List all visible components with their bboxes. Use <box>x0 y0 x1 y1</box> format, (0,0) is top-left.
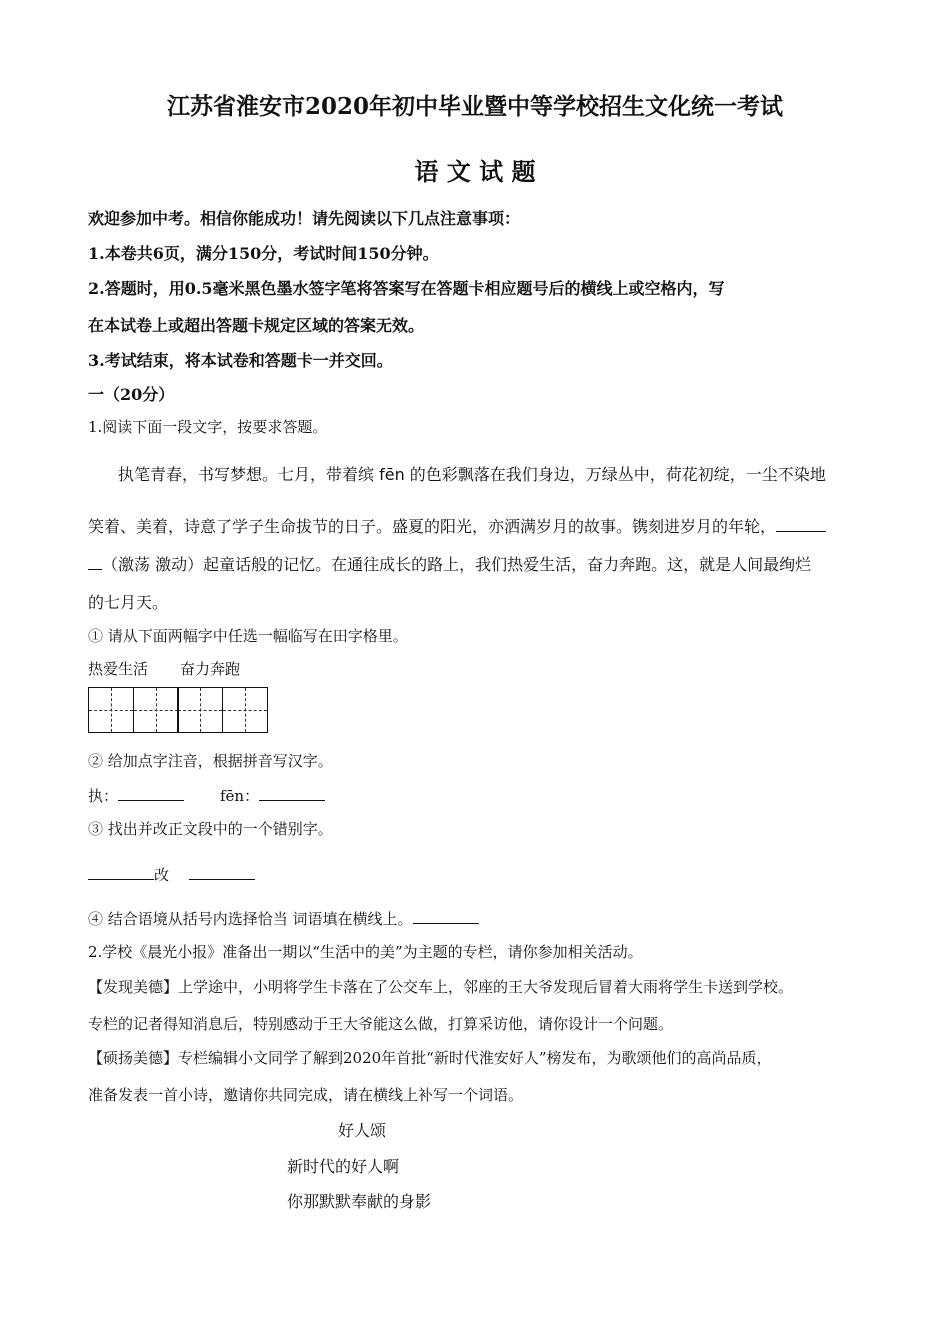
passage-blank-b[interactable] <box>88 555 102 570</box>
q1-sub3-answer <box>88 864 255 885</box>
notice-item-3: 3.考试结束，将本试卷和答题卡一并交回。 <box>88 351 393 370</box>
passage-line-3 <box>88 552 811 575</box>
q1-prompt: 1.阅读下面一段文字，按要求答题。 <box>88 418 328 436</box>
q1-sub1-words-a: 热爱生活 <box>88 660 149 678</box>
poem-title: 好人颂 <box>338 1121 387 1140</box>
notice-item-2-line-1: 2.答题时，用0.5毫米黑色墨水签字笔将答案写在答题卡相应题号后的横线上或空格内，写 <box>88 279 725 298</box>
passage-line-2-text: 笑着、美着，诗意了学子生命拔节的日子。盛夏的阳光，亦洒满岁月的故事。镌刻进岁月的年轮， <box>88 517 777 536</box>
q1-sub2-b-label: fēn： <box>220 787 260 805</box>
q1-sub2-b <box>220 785 325 806</box>
q2-discover-line-1: 【发现美德】上学途中，小明将学生卡落在了公交车上，邻座的王大爷发现后冒着大雨将学生卡送到学校。 <box>88 978 794 996</box>
q1-sub3: ③ 找出并改正文段中的一个错别字。 <box>88 820 333 838</box>
section-heading: 一（20分） <box>88 385 175 404</box>
q1-sub3-change-label: 改 <box>154 866 170 884</box>
q2-praise-line-2: 准备发表一首小诗，邀请你共同完成，请在横线上补写一个词语。 <box>88 1086 524 1104</box>
tianzige-cell[interactable] <box>133 687 179 733</box>
poem-line-1: 新时代的好人啊 <box>287 1157 400 1176</box>
notice-item-2-line-2: 在本试卷上或超出答题卡规定区域的答案无效。 <box>88 316 425 335</box>
q1-sub4-text: ④ 结合语境从括号内选择恰当 词语填在横线上。 <box>88 910 413 928</box>
answer-blank-fen[interactable] <box>259 786 325 801</box>
q1-sub2-a-label: 执： <box>88 787 119 805</box>
notice-intro: 欢迎参加中考。相信你能成功！请先阅读以下几点注意事项： <box>88 209 521 228</box>
tianzige-grid <box>88 687 266 733</box>
q1-sub1-words-b: 奋力奔跑 <box>180 660 241 678</box>
q1-sub4 <box>88 908 479 929</box>
passage-line-2 <box>88 514 826 537</box>
answer-blank-correct-char[interactable] <box>189 865 255 880</box>
answer-blank-zhi[interactable] <box>118 786 184 801</box>
passage-line-1: 执笔青春，书写梦想。七月，带着缤 fēn 的色彩飘落在我们身边，万绿丛中，荷花初绽，一尘不染地 <box>118 465 826 484</box>
q1-sub1: ① 请从下面两幅字中任选一幅临写在田字格里。 <box>88 627 408 645</box>
exam-title: 江苏省淮安市2020年初中毕业暨中等学校招生文化统一考试 <box>166 93 783 120</box>
q1-sub2: ② 给加点字注音，根据拼音写汉字。 <box>88 752 333 770</box>
tianzige-cell[interactable] <box>88 687 134 733</box>
tianzige-cell[interactable] <box>222 687 268 733</box>
notice-item-1: 1.本卷共6页，满分150分，考试时间150分钟。 <box>88 244 439 263</box>
passage-blank-a[interactable] <box>776 517 826 532</box>
q2-prompt: 2.学校《晨光小报》准备出一期以“生活中的美”为主题的专栏，请你参加相关活动。 <box>88 943 643 961</box>
passage-line-4: 的七月天。 <box>88 593 169 612</box>
exam-subtitle: 语 文 试 题 <box>414 157 536 186</box>
passage-line-3-text: （激荡 激动）起童话般的记忆。在通往成长的路上，我们热爱生活，奋力奔跑。这，就是人间最绚烂 <box>102 555 812 574</box>
poem-line-2: 你那默默奉献的身影 <box>287 1192 432 1211</box>
q2-discover-line-2: 专栏的记者得知消息后，特别感动于王大爷能这么做，打算采访他，请你设计一个问题。 <box>88 1015 674 1033</box>
answer-blank-wrong-char[interactable] <box>88 865 154 880</box>
q1-sub2-a <box>88 785 184 806</box>
tianzige-cell[interactable] <box>177 687 223 733</box>
answer-blank-word-choice[interactable] <box>413 909 479 924</box>
q2-praise-line-1: 【硕扬美德】专栏编辑小文同学了解到2020年首批“新时代淮安好人”榜发布，为歌颂他们的高尚品质， <box>88 1049 772 1067</box>
